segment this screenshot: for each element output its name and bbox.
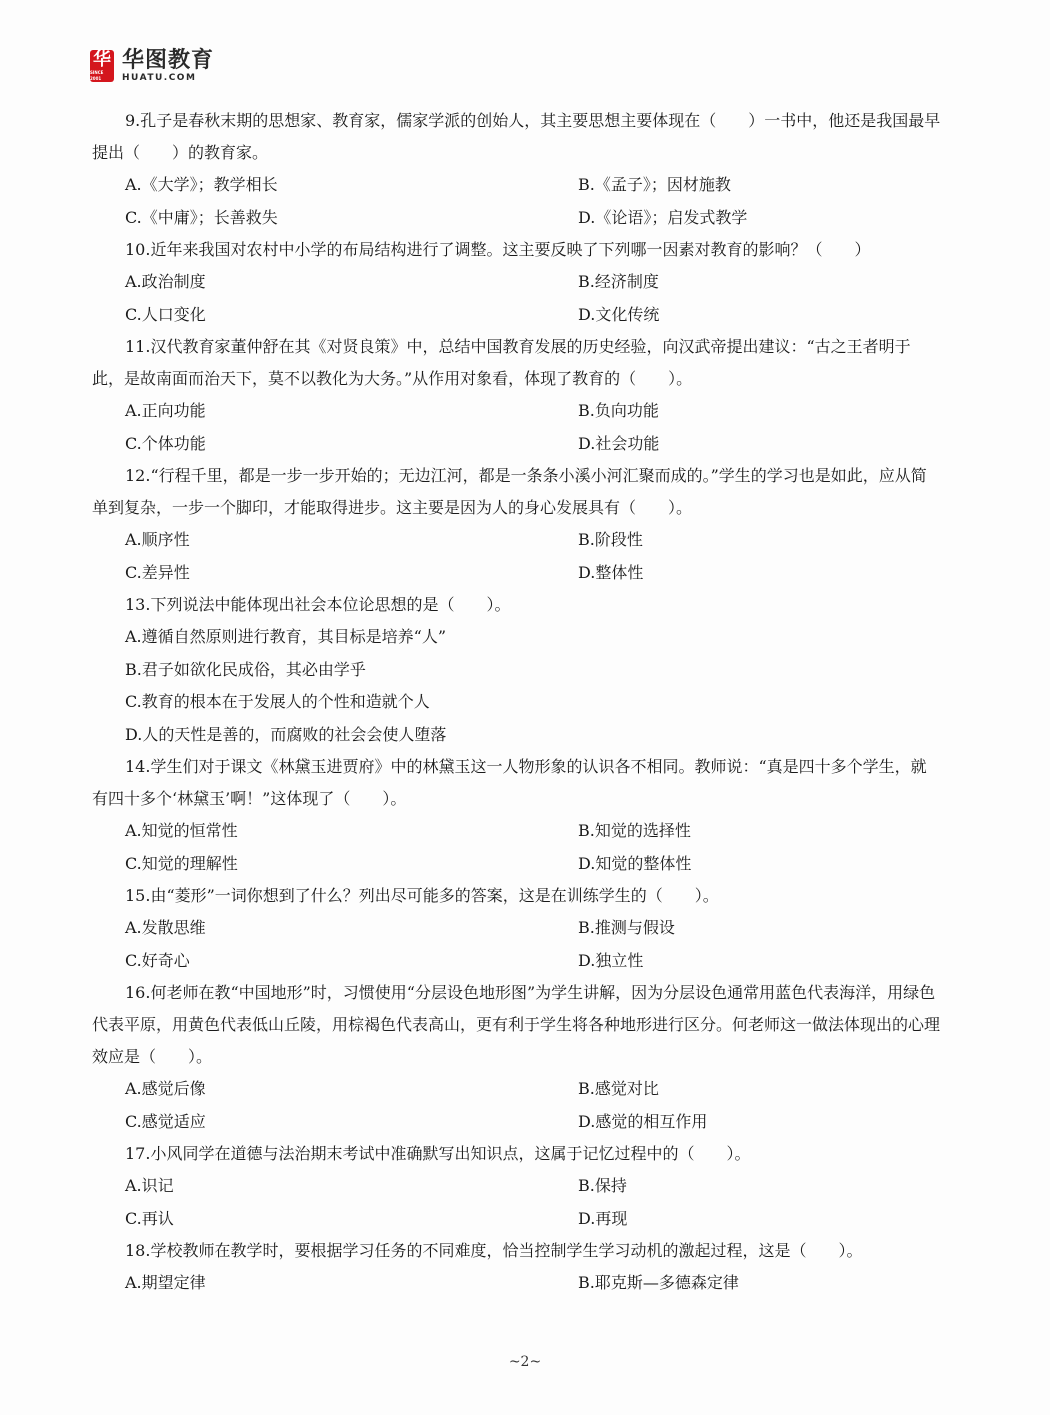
answer-option: D.《论语》；启发式教学 (578, 207, 748, 227)
answer-option: C.差异性 (125, 562, 190, 582)
answer-option: B.君子如欲化民成俗，其必由学乎 (125, 659, 366, 679)
answer-option: B.推测与假设 (578, 918, 675, 937)
logo-brand-en: HUATU.COM (122, 73, 197, 83)
answer-option: D.感觉的相互作用 (578, 1111, 708, 1131)
option-group (92, 266, 942, 331)
question-stem: 10.近年来我国对农村中小学的布局结构进行了调整。这主要反映了下列哪一因素对教育的影响？（ ） (125, 240, 871, 259)
answer-option: D.独立性 (578, 950, 644, 970)
header (90, 46, 214, 86)
answer-option: A.期望定律 (125, 1273, 206, 1292)
question-stem: 17.小风同学在道德与法治期末考试中准确默写出知识点，这属于记忆过程中的（ ）。 (125, 1144, 751, 1163)
question-stem: 9.孔子是春秋末期的思想家、教育家，儒家学派的创始人，其主要思想主要体现在（ ）一书中，他还是我国最早提出（ ）的教育家。 (92, 111, 941, 162)
answer-option: A.识记 (125, 1176, 174, 1195)
answer-option: B.知觉的选择性 (578, 821, 691, 840)
answer-option: C.个体功能 (125, 433, 206, 453)
option-group (92, 1170, 942, 1235)
question-stem: 18.学校教师在教学时，要根据学习任务的不同难度，恰当控制学生学习动机的激起过程，这是（ ）。 (125, 1241, 863, 1260)
question-stem: 12.“行程千里，都是一步一步开始的；无边江河，都是一条条小溪小河汇聚而成的。”学生的学习也是如此，应从简单到复杂，一步一个脚印，才能取得进步。这主要是因为人的身心发展具有（ ）。 (92, 466, 927, 517)
answer-option: B.感觉对比 (578, 1079, 659, 1098)
answer-option: A.政治制度 (125, 272, 206, 291)
option-group (92, 524, 942, 589)
page-number: ~2~ (508, 1354, 542, 1370)
option-group (92, 621, 942, 751)
answer-option: D.知觉的整体性 (578, 853, 692, 873)
answer-option: C.《中庸》；长善救失 (125, 207, 278, 227)
question-list (92, 105, 942, 1300)
answer-option: C.教育的根本在于发展人的个性和造就个人 (125, 692, 430, 711)
option-group (92, 395, 942, 460)
huatu-logo-icon (90, 50, 114, 82)
option-group (92, 1073, 942, 1138)
answer-option: C.人口变化 (125, 304, 206, 324)
logo-mark-glyph: 华 (93, 49, 111, 70)
answer-option: A.《大学》；教学相长 (125, 175, 278, 194)
option-group (92, 912, 942, 977)
answer-option: B.保持 (578, 1176, 627, 1195)
answer-option: D.文化传统 (578, 304, 660, 324)
answer-option: B.《孟子》；因材施教 (578, 175, 731, 194)
question-stem: 11.汉代教育家董仲舒在其《对贤良策》中，总结中国教育发展的历史经验，向汉武帝提出建议：“古之王者明于此，是故南面而治天下，莫不以教化为大务。”从作用对象看，体现了教育的（ ）。 (92, 337, 911, 388)
logo-since: SINCE 2001 (90, 70, 104, 81)
question-stem: 13.下列说法中能体现出社会本位论思想的是（ ）。 (125, 595, 511, 614)
answer-option: A.顺序性 (125, 530, 190, 549)
answer-option: B.经济制度 (578, 272, 659, 291)
option-group (92, 169, 942, 234)
answer-option: C.感觉适应 (125, 1111, 206, 1131)
answer-option: A.遵循自然原则进行教育，其目标是培养“人” (125, 627, 447, 646)
answer-option: C.知觉的理解性 (125, 853, 238, 873)
answer-option: D.人的天性是善的，而腐败的社会会使人堕落 (125, 724, 447, 744)
answer-option: D.整体性 (578, 562, 644, 582)
answer-option: B.阶段性 (578, 530, 643, 549)
answer-option: A.发散思维 (125, 918, 206, 937)
answer-option: D.再现 (578, 1208, 628, 1228)
answer-option: B.负向功能 (578, 401, 659, 420)
answer-option: C.好奇心 (125, 950, 190, 970)
logo-brand-cn: 华图教育 (122, 48, 215, 73)
answer-option: B.耶克斯—多德森定律 (578, 1273, 739, 1292)
answer-option: A.知觉的恒常性 (125, 821, 238, 840)
logo-text (122, 49, 214, 83)
question-stem: 14.学生们对于课文《林黛玉进贾府》中的林黛玉这一人物形象的认识各不相同。教师说：“真是四十多个学生，就有四十多个‘林黛玉’啊！”这体现了（ ）。 (92, 757, 927, 808)
answer-option: D.社会功能 (578, 433, 660, 453)
question-stem: 16.何老师在教“中国地形”时，习惯使用“分层设色地形图”为学生讲解，因为分层设色通常用蓝色代表海洋，用绿色代表平原，用黄色代表低山丘陵，用棕褐色代表高山，更有利于学生将各种地形进行区分。何老师这一做法体现出的心理效应是（ ）。 (92, 983, 941, 1066)
option-group (92, 1267, 942, 1300)
answer-option: C.再认 (125, 1208, 174, 1228)
option-group (92, 815, 942, 880)
answer-option: A.感觉后像 (125, 1079, 206, 1098)
question-stem: 15.由“菱形”一词你想到了什么？列出尽可能多的答案，这是在训练学生的（ ）。 (125, 886, 719, 905)
answer-option: A.正向功能 (125, 401, 206, 420)
